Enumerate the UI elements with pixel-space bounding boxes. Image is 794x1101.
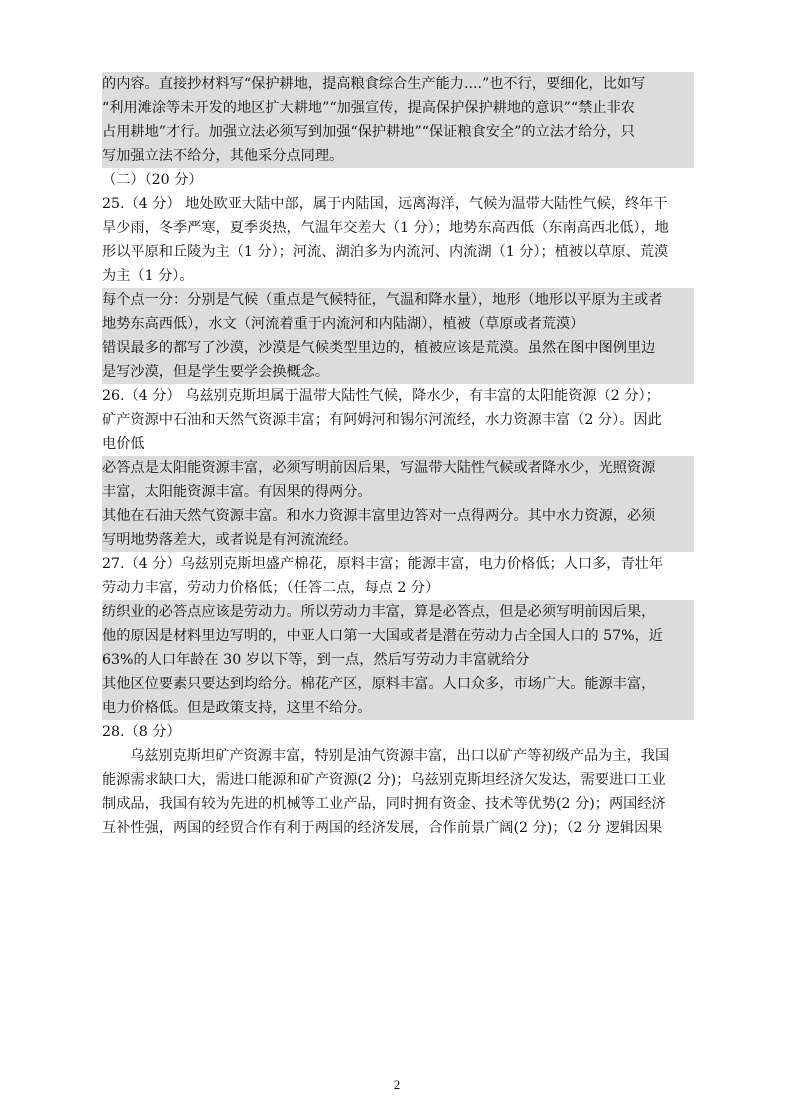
text-line: 形以平原和丘陵为主（1 分）；河流、湖泊多为内流河、内流湖（1 分）；植被以草原、荒漠 [102,244,669,260]
text-line: 纺织业的必答点应该是劳动力。所以劳动力丰富，算是必答点，但是必须写明前因后果， [102,600,694,624]
text-line: 旱少雨，冬季严寒，夏季炎热，气温年交差大（1 分）；地势东高西低（东南高西北低），地 [102,220,669,236]
text-line: 26.（4 分） 乌兹别克斯坦属于温带大陆性气候，降水少，有丰富的太阳能资源（2 分）； [102,388,660,404]
text-line: 写明地势落差大，或者说是有河流流经。 [102,528,694,552]
text-line: 的内容。直接抄材料写“保护耕地，提高粮食综合生产能力....”也不行，要细化，比如写 [102,72,694,96]
page-number: 2 [393,1077,401,1092]
text-line: 28.（8 分） [102,724,181,740]
text-line: 其他区位要素只要达到均给分。棉花产区，原料丰富。人口众多，市场广大。能源丰富， [102,672,694,696]
text-line: 能源需求缺口大，需进口能源和矿产资源(2 分)；乌兹别克斯坦经济欠发达，需要进口工业 [102,772,666,788]
text-line: 写加强立法不给分，其他采分点同理。 [102,144,694,168]
text-line: 25.（4 分） 地处欧亚大陆中部，属于内陆国，远离海洋，气候为温带大陆性气候，终年干 [102,196,668,212]
text-line: 错误最多的都写了沙漠，沙漠是气候类型里边的，植被应该是荒漠。虽然在图中图例里边 [102,336,694,360]
text-line: “利用滩涂等未开发的地区扩大耕地”“加强宣传，提高保护保护耕地的意识”“禁止非农 [102,96,694,120]
text-line: 丰富，太阳能资源丰富。有因果的得两分。 [102,480,694,504]
text-line: 劳动力丰富，劳动力价格低；（任答二点，每点 2 分） [102,580,440,596]
text-line: 电价低 [102,436,145,452]
text-line: 互补性强，两国的经贸合作有利于两国的经济发展，合作前景广阔(2 分)；（2 分 逻辑因果 [102,820,663,836]
text-line: 其他在石油天然气资源丰富。和水力资源丰富里边答对一点得两分。其中水力资源，必须 [102,504,694,528]
text-line: 每个点一分：分别是气候（重点是气候特征，气温和降水量），地形（地形以平原为主或者 [102,288,694,312]
text-line: 为主（1 分）。 [102,268,194,284]
text-line: 是写沙漠，但是学生要学会换概念。 [102,360,694,384]
text-line: 他的原因是材料里边写明的，中亚人口第一大国或者是潜在劳动力占全国人口的 57%，近 [102,624,694,648]
text-line: （二）（20 分） [102,172,203,188]
text-line: 必答点是太阳能资源丰富，必须写明前因后果，写温带大陆性气候或者降水少，光照资源 [102,456,694,480]
text-line: 矿产资源中石油和天然气资源丰富；有阿姆河和锡尔河流经，水力资源丰富（2 分）。因此 [102,412,662,428]
text-line: 地势东高西低），水文（河流着重于内流河和内陆湖），植被（草原或者荒漠） [102,312,694,336]
text-line: 电力价格低。但是政策支持，这里不给分。 [102,696,694,720]
document-body [102,72,694,840]
text-line: 27.（4 分）乌兹别克斯坦盛产棉花，原料丰富；能源丰富，电力价格低；人口多，青壮年 [102,556,664,572]
text-line: 占用耕地”才行。加强立法必须写到加强“保护耕地”“保证粮食安全”的立法才给分，只 [102,120,694,144]
text-line: 制成品，我国有较为先进的机械等工业产品，同时拥有资金、技术等优势(2 分)；两国经济 [102,796,666,812]
text-line: 乌兹别克斯坦矿产资源丰富，特别是油气资源丰富，出口以矿产等初级产品为主，我国 [130,748,670,764]
text-line: 63%的人口年龄在 30 岁以下等，到一点，然后写劳动力丰富就给分 [102,648,694,672]
